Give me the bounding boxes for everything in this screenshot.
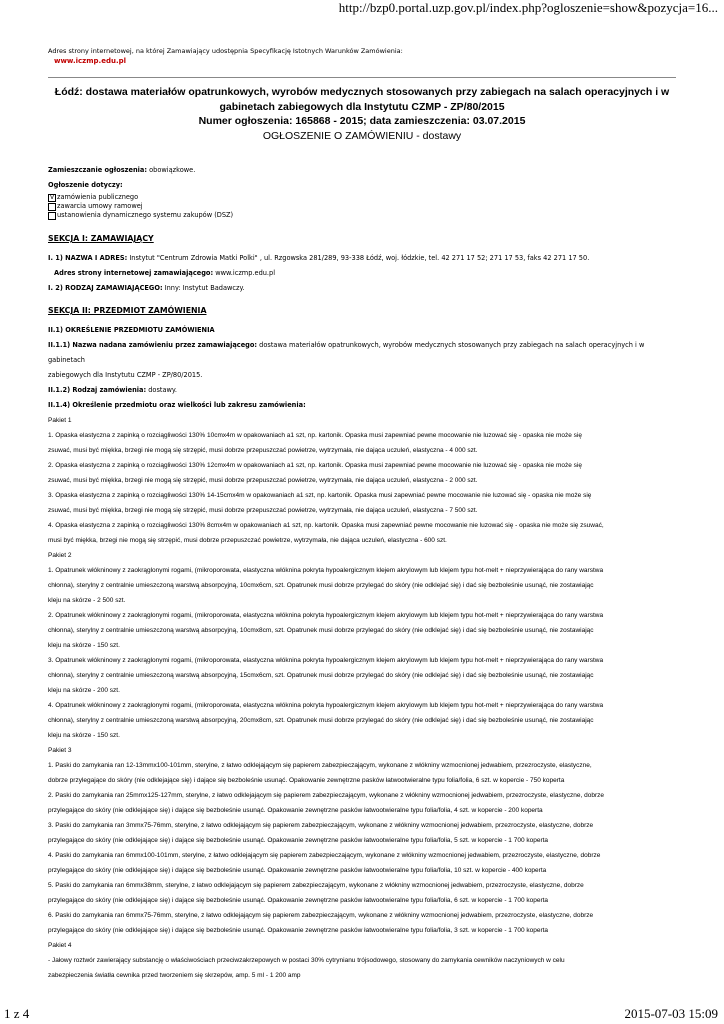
scope-line: 2. Opaska elastyczna z zapinką o rozciągliwości 130% 12cmx4m w opakowaniach a1 szt, np. kartonik. Opaska musi zapewniać pewne mocowanie nie luzować się - opaska nie może się	[48, 462, 582, 469]
header-divider	[48, 77, 676, 78]
browser-url: http://bzp0.portal.uzp.gov.pl/index.php?ogloszenie=show&pozycja=16...	[338, 0, 718, 15]
option-label: ustanowienia dynamicznego systemu zakupów (DSZ)	[57, 211, 234, 219]
scope-line: chłonna), sterylny z centralnie umieszczoną warstwą absorpcyjną, 15cmx6cm, szt. Opatrunek musi dobrze przylegać do skóry (nie odklejać się) i dać się bezboleśnie usunąć, nie zostawiając	[48, 672, 594, 679]
s2-scope-label: II.1.4) Określenie przedmiotu oraz wielkości lub zakresu zamówienia:	[48, 401, 306, 409]
option-label: zawarcia umowy ramowej	[57, 202, 143, 210]
scope-line: Pakiet 4	[48, 942, 72, 949]
scope-line: 3. Opatrunek włókninowy z zaokrąglonymi rogami, (mikroporowata, elastyczna włóknina pokryta hypoalergicznym klejem akrylowym lub klejem typu hot-melt + nieprzywierająca do rany warstwa	[48, 657, 604, 664]
scope-line: 3. Paski do zamykania ran 3mmx75-76mm, sterylne, z łatwo odklejającym się papierem zabezpieczającym, wykonane z włókniny wzmocnionej jedwabiem, przezroczyste, elastyczne, dobrze	[48, 822, 594, 829]
scope-line: dobrze przylegające do skóry (nie odklejające się) i dające się bezboleśnie usunąć. Opakowanie zewnętrzne pasków łatwootwieralne typu folia/folia, 6 szt. w kopercie - 750 koperta	[48, 777, 565, 784]
s1-name-label: I. 1) NAZWA I ADRES:	[48, 254, 128, 262]
s1-name-value: Instytut "Centrum Zdrowia Matki Polki" , ul. Rzgowska 281/289, 93-338 Łódź, woj. łódzkie, tel. 42 271 17 52; 271 17 53, faks 42 271 17 50.	[129, 254, 590, 262]
section-1-heading: SEKCJA I: ZAMAWIAJĄCY	[48, 234, 154, 243]
s2-kind-value: dostawy.	[148, 386, 177, 394]
scope-line: 4. Opaska elastyczna z zapinką o rozciągliwości 130% 8cmx4m w opakowaniach a1 szt, np. kartonik. Opaska musi zapewniać pewne mocowanie nie luzować się - opaska nie może się zsuwać,	[48, 522, 604, 529]
scope-line: chłonna), sterylny z centralnie umieszczoną warstwą absorpcyjną, 10cmx6cm, szt. Opatrunek musi dobrze przylegać do skóry (nie odklejać się) i dać się bezboleśnie usunąć, nie zostawiając	[48, 582, 594, 589]
scope-line: zsuwać, musi być miękka, brzegi nie mogą się strzępić, musi dobrze przepuszczać powietrze, wytrzymała, nie dająca uczuleń, elastyczna - 7 500 szt.	[48, 507, 478, 514]
scope-list	[48, 413, 676, 983]
scope-line: - Jałowy roztwór zawierający substancję o właściwościach przeciwzakrzepowych w postaci 30% cytrynianu trójsodowego, stosowany do zamykania cewników naczyniowych w celu	[48, 957, 565, 964]
scope-line: przylegające do skóry (nie odklejające się) i dające się bezboleśnie usunąć. Opakowanie zewnętrzne pasków łatwootwieralne typu folia/folia, 6 szt. w kopercie - 1 700 koperta	[48, 897, 549, 904]
scope-line: zsuwać, musi być miękka, brzegi nie mogą się strzępić, musi dobrze przepuszczać powietrze, wytrzymała, nie dająca uczuleń, elastyczna - 2 000 szt.	[48, 477, 478, 484]
s1-www-label: Adres strony internetowej zamawiającego:	[54, 269, 214, 277]
scope-line: musi być miękka, brzegi nie mogą się strzępić, musi dobrze przepuszczać powietrze, wytrzymała, nie dająca uczuleń, elastyczna - 600 szt.	[48, 537, 447, 544]
scope-line: kleju na skórze - 150 szt.	[48, 642, 120, 649]
page-number: 1 z 4	[4, 1006, 30, 1021]
title-line-1: Łódź: dostawa materiałów opatrunkowych, wyrobów medycznych stosowanych przy zabiegach na salach operacyjnych i w	[54, 86, 670, 98]
title-line-2: gabinetach zabiegowych dla Instytutu CZMP - ZP/80/2015	[219, 100, 505, 113]
siwz-address-link[interactable]: www.iczmp.edu.pl	[54, 57, 127, 65]
scope-line: Pakiet 2	[48, 552, 72, 559]
siwz-address-label: Adres strony internetowej, na której Zamawiający udostępnia Specyfikację Istotnych Warunków Zamówienia:	[48, 47, 403, 55]
option-umowa-ramowa	[48, 202, 676, 211]
notice-body	[48, 163, 676, 983]
title-line-4: OGŁOSZENIE O ZAMÓWIENIU - dostawy	[262, 129, 462, 142]
option-label: zamówienia publicznego	[57, 193, 139, 201]
scope-line: zabezpieczenia światła cewnika przed tworzeniem się skrzepów, amp. 5 ml - 1 200 amp	[48, 972, 301, 979]
s2-name-label: II.1.1) Nazwa nadana zamówieniu przez zamawiającego:	[48, 341, 258, 349]
s1-www-value: www.iczmp.edu.pl	[215, 269, 276, 277]
scope-line: Pakiet 1	[48, 417, 72, 424]
scope-line: 1. Opaska elastyczna z zapinką o rozciągliwości 130% 10cmx4m w opakowaniach a1 szt, np. kartonik. Opaska musi zapewniać pewne mocowanie nie luzować się - opaska nie może się	[48, 432, 582, 439]
scope-line: kleju na skórze - 2 500 szt.	[48, 597, 126, 604]
scope-line: przylegające do skóry (nie odklejające się) i dające się bezboleśnie usunąć. Opakowanie zewnętrzne pasków łatwootwieralne typu folia/folia, 3 szt. w kopercie - 1 700 koperta	[48, 927, 549, 934]
s1-type-value: Inny: Instytut Badawczy.	[164, 284, 245, 292]
scope-line: zsuwać, musi być miękka, brzegi nie mogą się strzępić, musi dobrze przepuszczać powietrze, wytrzymała, nie dająca uczuleń, elastyczna - 4 000 szt.	[48, 447, 478, 454]
option-dsz	[48, 211, 676, 220]
s2-name-value-2: zabiegowych dla Instytutu CZMP - ZP/80/2015.	[48, 371, 203, 379]
scope-line: 2. Paski do zamykania ran 25mmx125-127mm, sterylne, z łatwo odklejającym się papierem zabezpieczającym, wykonane z włókniny wzmocnionej jedwabiem, przezroczyste, elastyczne, dobrze	[48, 792, 604, 799]
s2-sub1: II.1) OKREŚLENIE PRZEDMIOTU ZAMÓWIENIA	[48, 326, 215, 334]
dotyczy-label: Ogłoszenie dotyczy:	[48, 181, 123, 189]
scope-line: chłonna), sterylny z centralnie umieszczoną warstwą absorpcyjną, 20cmx8cm, szt. Opatrunek musi dobrze przylegać do skóry (nie odklejać się) i dać się bezboleśnie usunąć, nie zostawiając	[48, 717, 594, 724]
option-zamowienie	[48, 193, 676, 202]
s2-kind-label: II.1.2) Rodzaj zamówienia:	[48, 386, 147, 394]
scope-line: chłonna), sterylny z centralnie umieszczoną warstwą absorpcyjną, 10cmx8cm, szt. Opatrunek musi dobrze przylegać do skóry (nie odklejać się) i dać się bezboleśnie usunąć, nie zostawiając	[48, 627, 594, 634]
scope-line: 4. Paski do zamykania ran 6mmx100-101mm, sterylne, z łatwo odklejającym się papierem zabezpieczającym, wykonane z włókniny wzmocnionej jedwabiem, przezroczyste, elastyczne, dobrze	[48, 852, 601, 859]
scope-line: 4. Opatrunek włókninowy z zaokrąglonymi rogami, (mikroporowata, elastyczna włóknina pokryta hypoalergicznym klejem akrylowym lub klejem typu hot-melt + nieprzywierająca do rany warstwa	[48, 702, 604, 709]
notice-title	[48, 85, 676, 143]
s1-type-label: I. 2) RODZAJ ZAMAWIAJĄCEGO:	[48, 284, 163, 292]
zamieszczanie-value: obowiązkowe.	[149, 166, 196, 174]
dotyczy-options	[48, 193, 676, 220]
section-2-heading: SEKCJA II: PRZEDMIOT ZAMÓWIENIA	[48, 306, 207, 315]
scope-line: 6. Paski do zamykania ran 6mmx75-76mm, sterylne, z łatwo odklejającym się papierem zabezpieczającym, wykonane z włókniny wzmocnionej jedwabiem, przezroczyste, elastyczne, dobrze	[48, 912, 594, 919]
scope-line: Pakiet 3	[48, 747, 72, 754]
scope-line: 1. Paski do zamykania ran 12-13mmx100-101mm, sterylne, z łatwo odklejającym się papierem zabezpieczającym, wykonane z włókniny wzmocnionej jedwabiem, przezroczyste, elastyczne,	[48, 762, 592, 769]
scope-line: kleju na skórze - 200 szt.	[48, 687, 120, 694]
scope-line: 2. Opatrunek włókninowy z zaokrąglonymi rogami, (mikroporowata, elastyczna włóknina pokryta hypoalergicznym klejem akrylowym lub klejem typu hot-melt + nieprzywierająca do rany warstwa	[48, 612, 604, 619]
scope-line: 3. Opaska elastyczna z zapinką o rozciągliwości 130% 14-15cmx4m w opakowaniach a1 szt, np. kartonik. Opaska musi zapewniać pewne mocowanie nie luzować się - opaska nie może się	[48, 492, 592, 499]
scope-line: 5. Paski do zamykania ran 6mmx38mm, sterylne, z łatwo odklejającym się papierem zabezpieczającym, wykonane z włókniny wzmocnionej jedwabiem, przezroczyste, elastyczne, dobrze	[48, 882, 584, 889]
scope-line: przylegające do skóry (nie odklejające się) i dające się bezboleśnie usunąć. Opakowanie zewnętrzne pasków łatwootwieralne typu folia/folia, 5 szt. w kopercie - 1 700 koperta	[48, 837, 549, 844]
title-line-3: Numer ogłoszenia: 165868 - 2015; data zamieszczenia: 03.07.2015	[198, 115, 526, 127]
checkbox-empty	[48, 212, 56, 220]
scope-line: przylegające do skóry (nie odklejające się) i dające się bezboleśnie usunąć. Opakowanie zewnętrzne pasków łatwootwieralne typu folia/folia, 4 szt. w kopercie - 200 koperta	[48, 807, 543, 814]
scope-line: 1. Opatrunek włókninowy z zaokrąglonymi rogami, (mikroporowata, elastyczna włóknina pokryta hypoalergicznym klejem akrylowym lub klejem typu hot-melt + nieprzywierająca do rany warstwa	[48, 567, 604, 574]
scope-line: kleju na skórze - 150 szt.	[48, 732, 120, 739]
zamieszczanie-label: Zamieszczanie ogłoszenia:	[48, 166, 148, 174]
checkbox-checked: V	[49, 193, 55, 201]
s2-name-value-1: dostawa materiałów opatrunkowych, wyrobów medycznych stosowanych przy zabiegach na salach operacyjnych i w gabinetach	[48, 341, 645, 364]
scope-line: przylegające do skóry (nie odklejające się) i dające się bezboleśnie usunąć. Opakowanie zewnętrzne pasków łatwootwieralne typu folia/folia, 10 szt. w kopercie - 400 koperta	[48, 867, 547, 874]
checkbox-empty	[48, 203, 56, 211]
print-timestamp: 2015-07-03 15:09	[624, 1006, 718, 1021]
